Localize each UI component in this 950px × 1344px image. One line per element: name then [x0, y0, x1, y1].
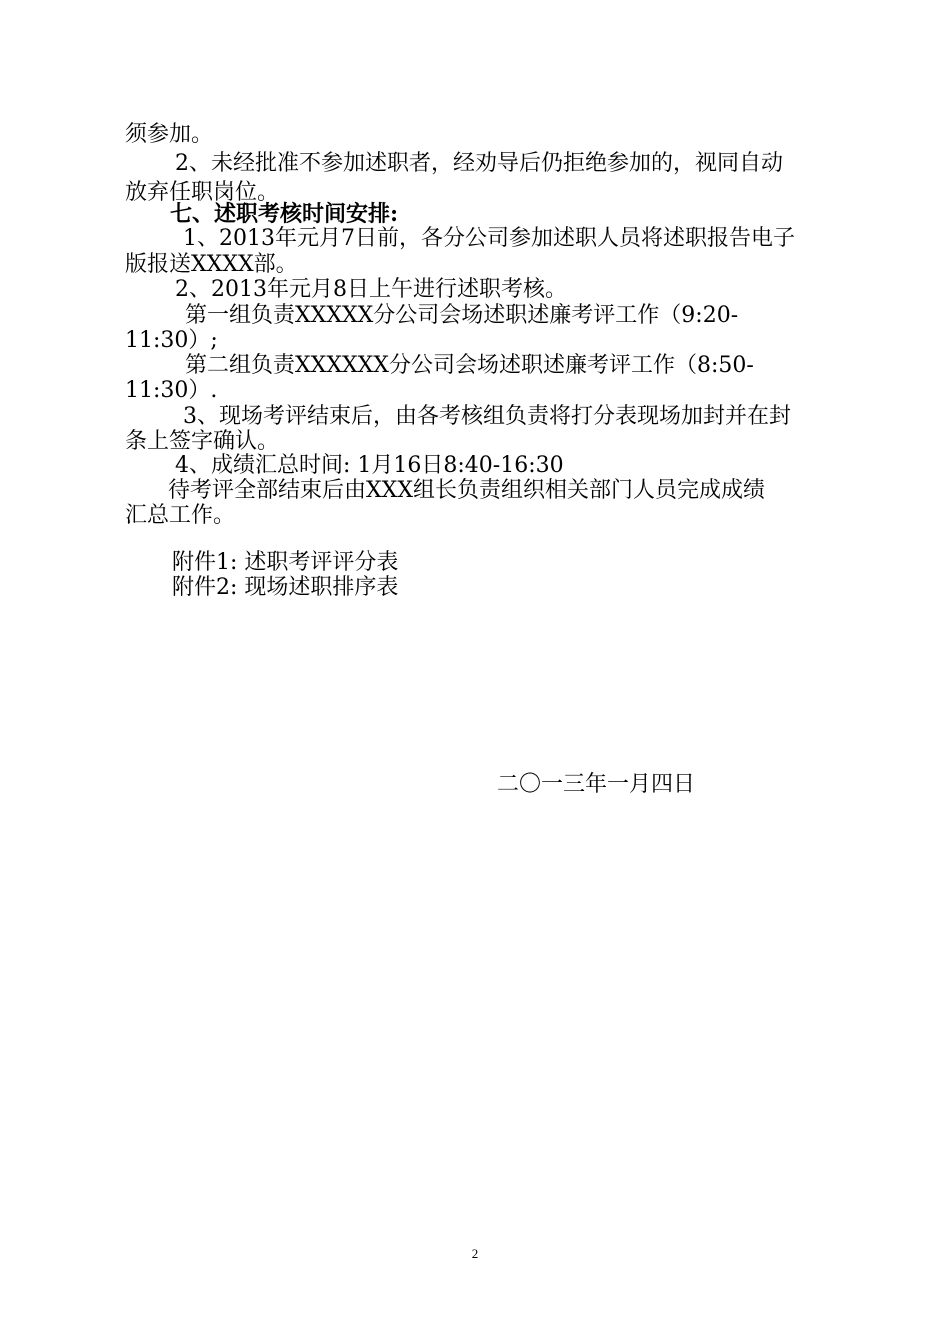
paragraph-line: 第一组负责XXXXX分公司会场述职述廉考评工作（9:20- — [185, 303, 739, 328]
paragraph-line: 2、未经批准不参加述职者，经劝导后仍拒绝参加的，视同自动 — [175, 151, 783, 176]
paragraph-line: 须参加。 — [125, 122, 214, 147]
paragraph-line: 4、成绩汇总时间: 1月16日8:40-16:30 — [175, 453, 564, 478]
section-heading: 七、述职考核时间安排: — [170, 201, 399, 227]
paragraph-line: 11:30）. — [125, 378, 218, 403]
paragraph-line: 1、2013年元月7日前，各分公司参加述职人员将述职报告电子 — [183, 226, 795, 251]
paragraph-line: 放弃任职岗位。 — [125, 180, 280, 205]
page-number: 2 — [471, 1246, 479, 1261]
paragraph-line: 3、现场考评结束后，由各考核组负责将打分表现场加封并在封 — [183, 404, 791, 429]
paragraph-line: 汇总工作。 — [125, 503, 236, 528]
paragraph-line: 11:30）; — [125, 328, 218, 353]
paragraph-line: 第二组负责XXXXXX分公司会场述职述廉考评工作（8:50- — [185, 353, 754, 378]
paragraph-line: 待考评全部结束后由XXX组长负责组织相关部门人员完成成绩 — [168, 478, 765, 503]
paragraph-line: 版报送XXXX部。 — [125, 252, 298, 277]
paragraph-line: 2、2013年元月8日上午进行述职考核。 — [175, 277, 567, 302]
attachment-line: 附件2: 现场述职排序表 — [172, 575, 399, 600]
paragraph-line: 条上签字确认。 — [125, 429, 280, 454]
document-date: 二〇一三年一月四日 — [497, 772, 696, 797]
attachment-line: 附件1: 述职考评评分表 — [172, 550, 399, 575]
